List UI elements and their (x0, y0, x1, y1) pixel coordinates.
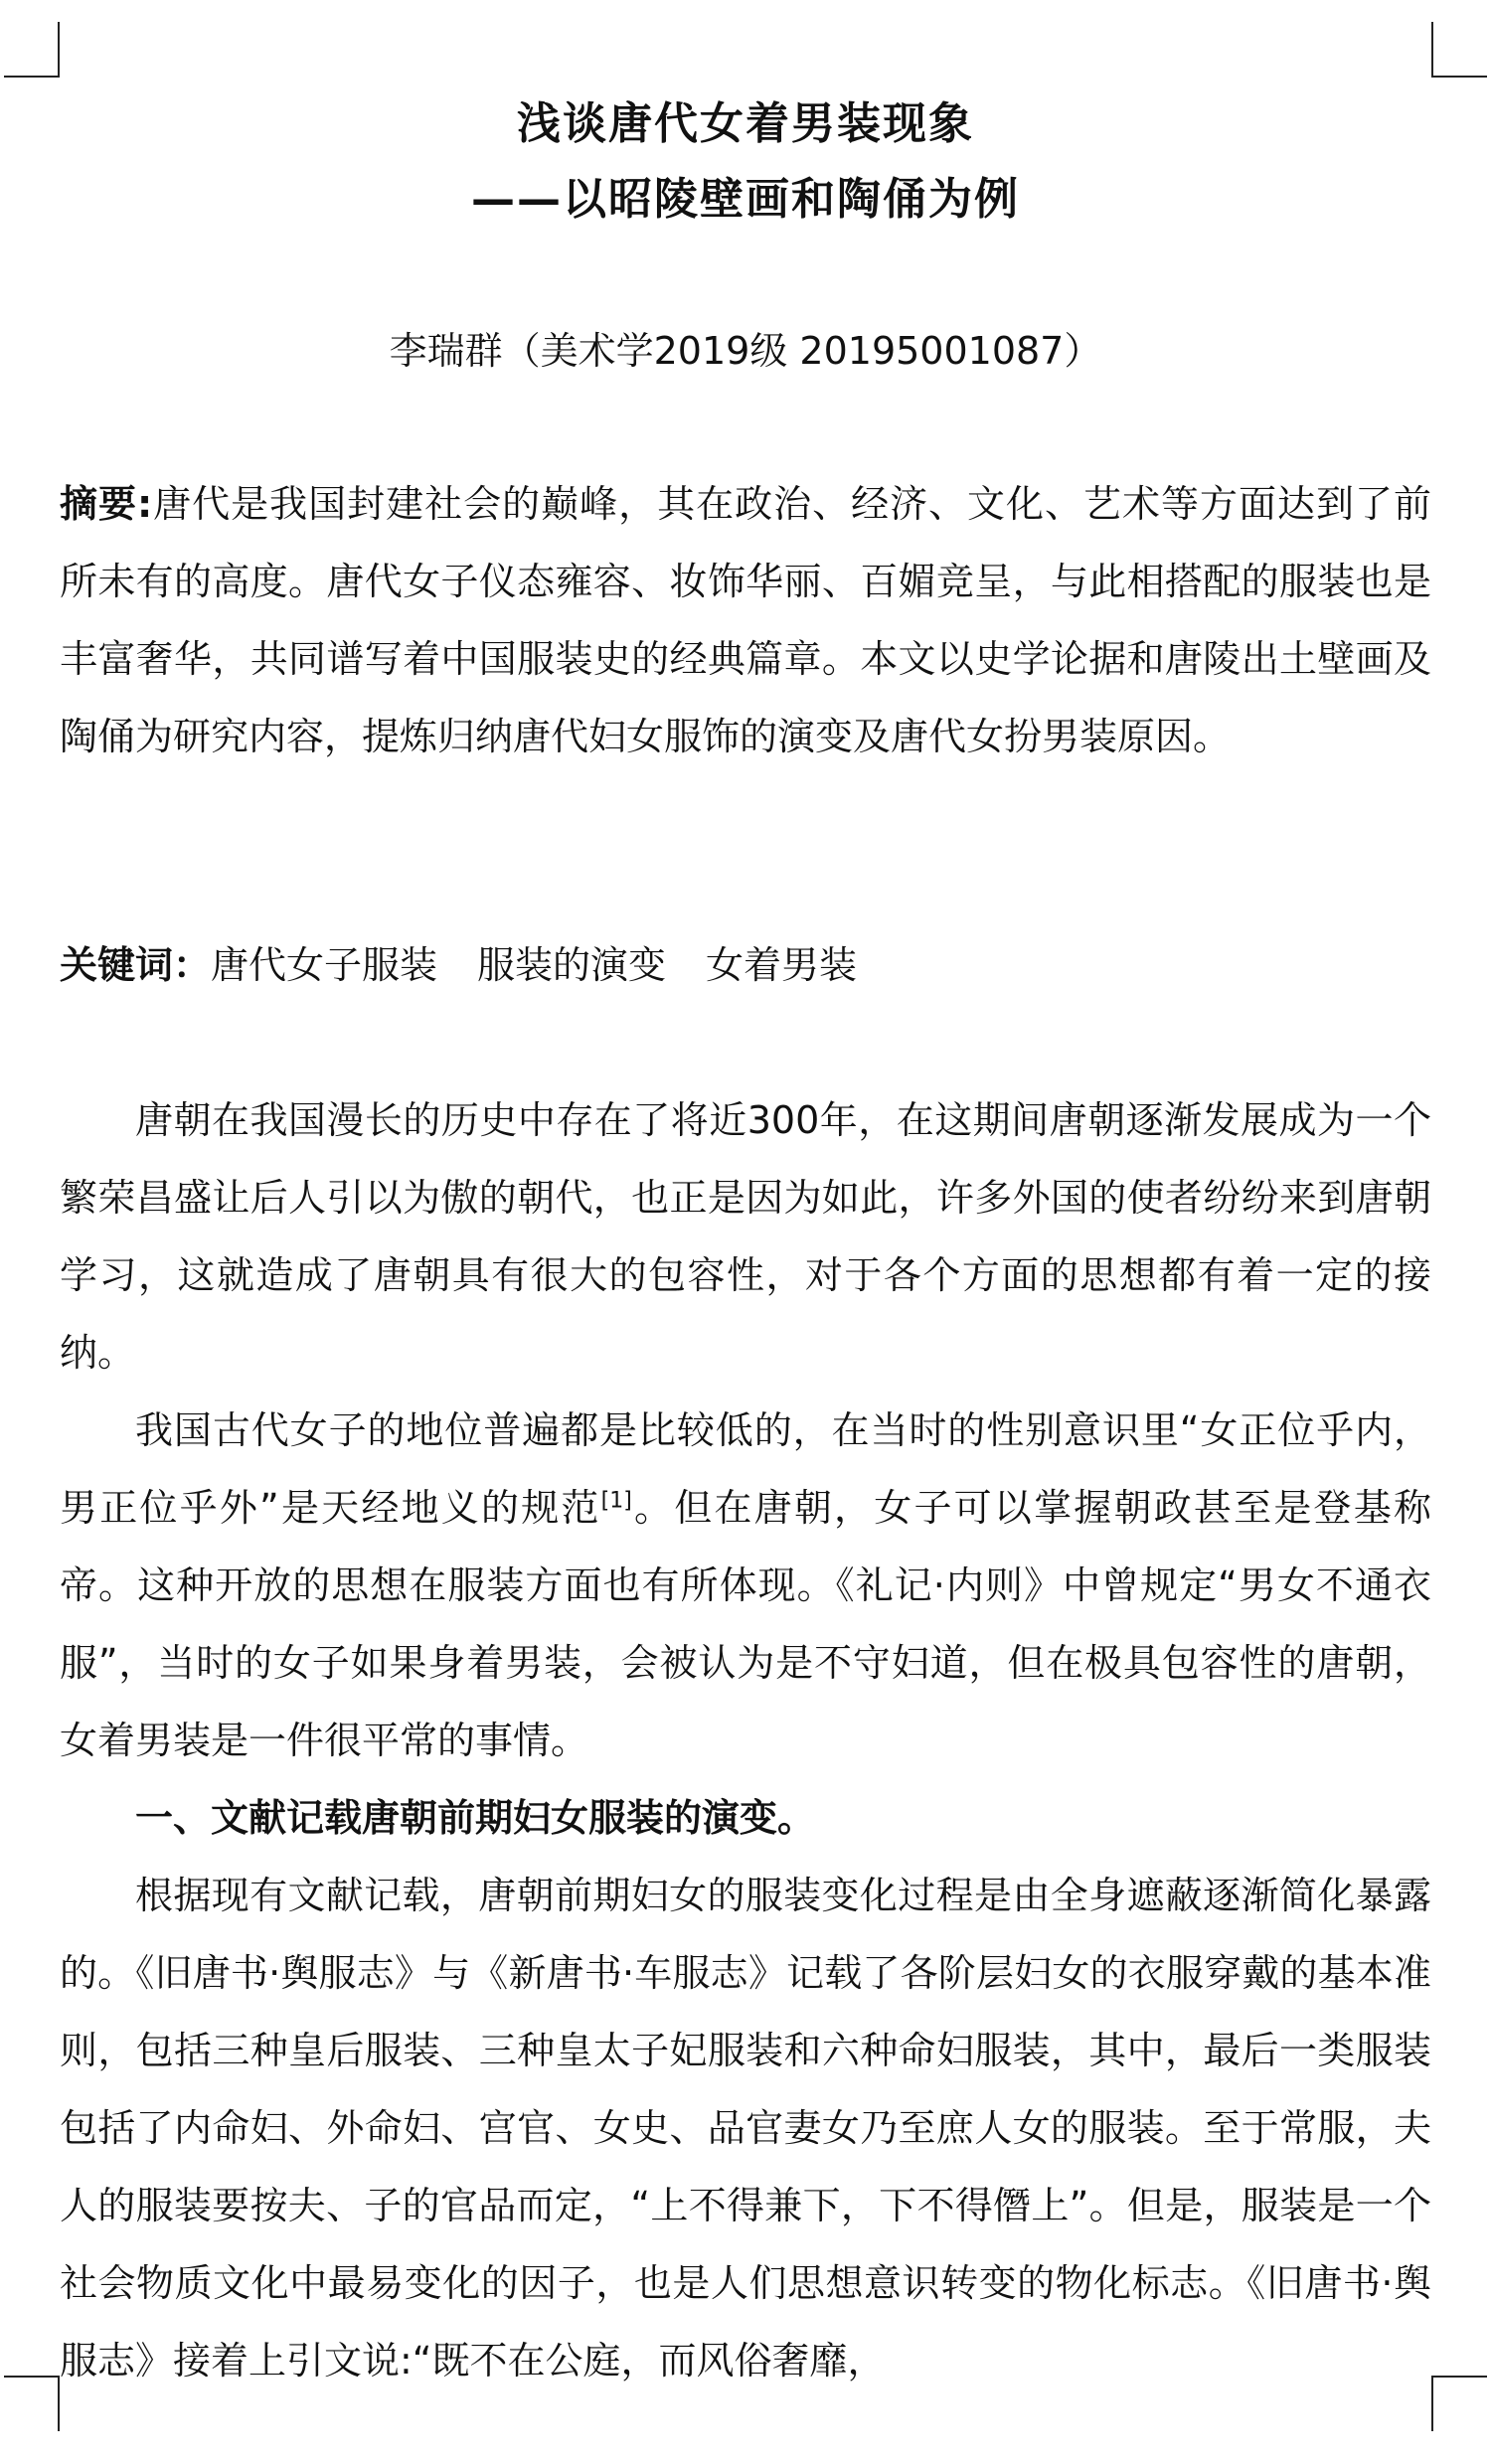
keyword-item: 唐代女子服装 (211, 943, 438, 987)
keyword-item: 服装的演变 (477, 943, 667, 987)
keyword-item: 女着男装 (706, 943, 858, 987)
crop-mark-top-left (4, 22, 60, 78)
keywords-line (60, 926, 1431, 1004)
author-line: 李瑞群（美术学2019级 20195001087） (389, 329, 1102, 373)
keywords-label: 关键词： (60, 943, 212, 987)
abstract-label: 摘要: (60, 482, 153, 526)
abstract-text: 唐代是我国封建社会的巅峰，其在政治、经济、文化、艺术等方面达到了前所未有的高度。唐代女子仪态雍容、妆饰华丽、百媚竞呈，与此相搭配的服装也是丰富奢华，共同谱写着中国服装史的经典篇章。本文以史学论据和唐陵出土壁画及陶俑为研究内容，提炼归纳唐代妇女服饰的演变及唐代女扮男装原因。 (60, 482, 1431, 758)
body-paragraph (60, 1392, 1431, 1779)
crop-mark-top-right (1431, 22, 1487, 78)
page-title: 浅谈唐代女着男装现象 (517, 98, 974, 149)
crop-mark-bottom-left (4, 2376, 60, 2431)
citation-ref: [1] (600, 1488, 632, 1514)
paragraph-text: 我国古代女子的地位普遍都是比较低的，在当时的性别意识里“女正位乎内，男正位乎外”是天经地义的规范 (60, 1408, 1431, 1530)
section-heading: 一、文献记载唐朝前期妇女服装的演变。 (135, 1796, 816, 1840)
abstract-paragraph (60, 465, 1431, 775)
crop-mark-bottom-right (1431, 2376, 1487, 2431)
body-paragraph: 唐朝在我国漫长的历史中存在了将近300年，在这期间唐朝逐渐发展成为一个繁荣昌盛让后人引以为傲的朝代，也正是因为如此，许多外国的使者纷纷来到唐朝学习，这就造成了唐朝具有很大的包容性，对于各个方面的思想都有着一定的接纳。 (60, 1098, 1431, 1375)
page-subtitle: ——以昭陵壁画和陶俑为例 (471, 174, 1020, 225)
paragraph-text: 。但在唐朝，女子可以掌握朝政甚至是登基称帝。这种开放的思想在服装方面也有所体现。《礼记·内则》中曾规定“男女不通衣服”，当时的女子如果身着男装，会被认为是不守妇道，但在极具包容性的唐朝，女着男装是一件很平常的事情。 (60, 1486, 1431, 1762)
body-paragraph: 根据现有文献记载，唐朝前期妇女的服装变化过程是由全身遮蔽逐渐简化暴露的。《旧唐书·舆服志》与《新唐书·车服志》记载了各阶层妇女的衣服穿戴的基本准则，包括三种皇后服装、三种皇太子妃服装和六种命妇服装，其中，最后一类服装包括了内命妇、外命妇、宫官、女史、品官妻女乃至庶人女的服装。至于常服，夫人的服装要按夫、子的官品而定，“上不得兼下，下不得僭上”。但是，服装是一个社会物质文化中最易变化的因子，也是人们思想意识转变的物化标志。《旧唐书·舆服志》接着上引文说:“既不在公庭，而风俗奢靡， (60, 1874, 1431, 2382)
